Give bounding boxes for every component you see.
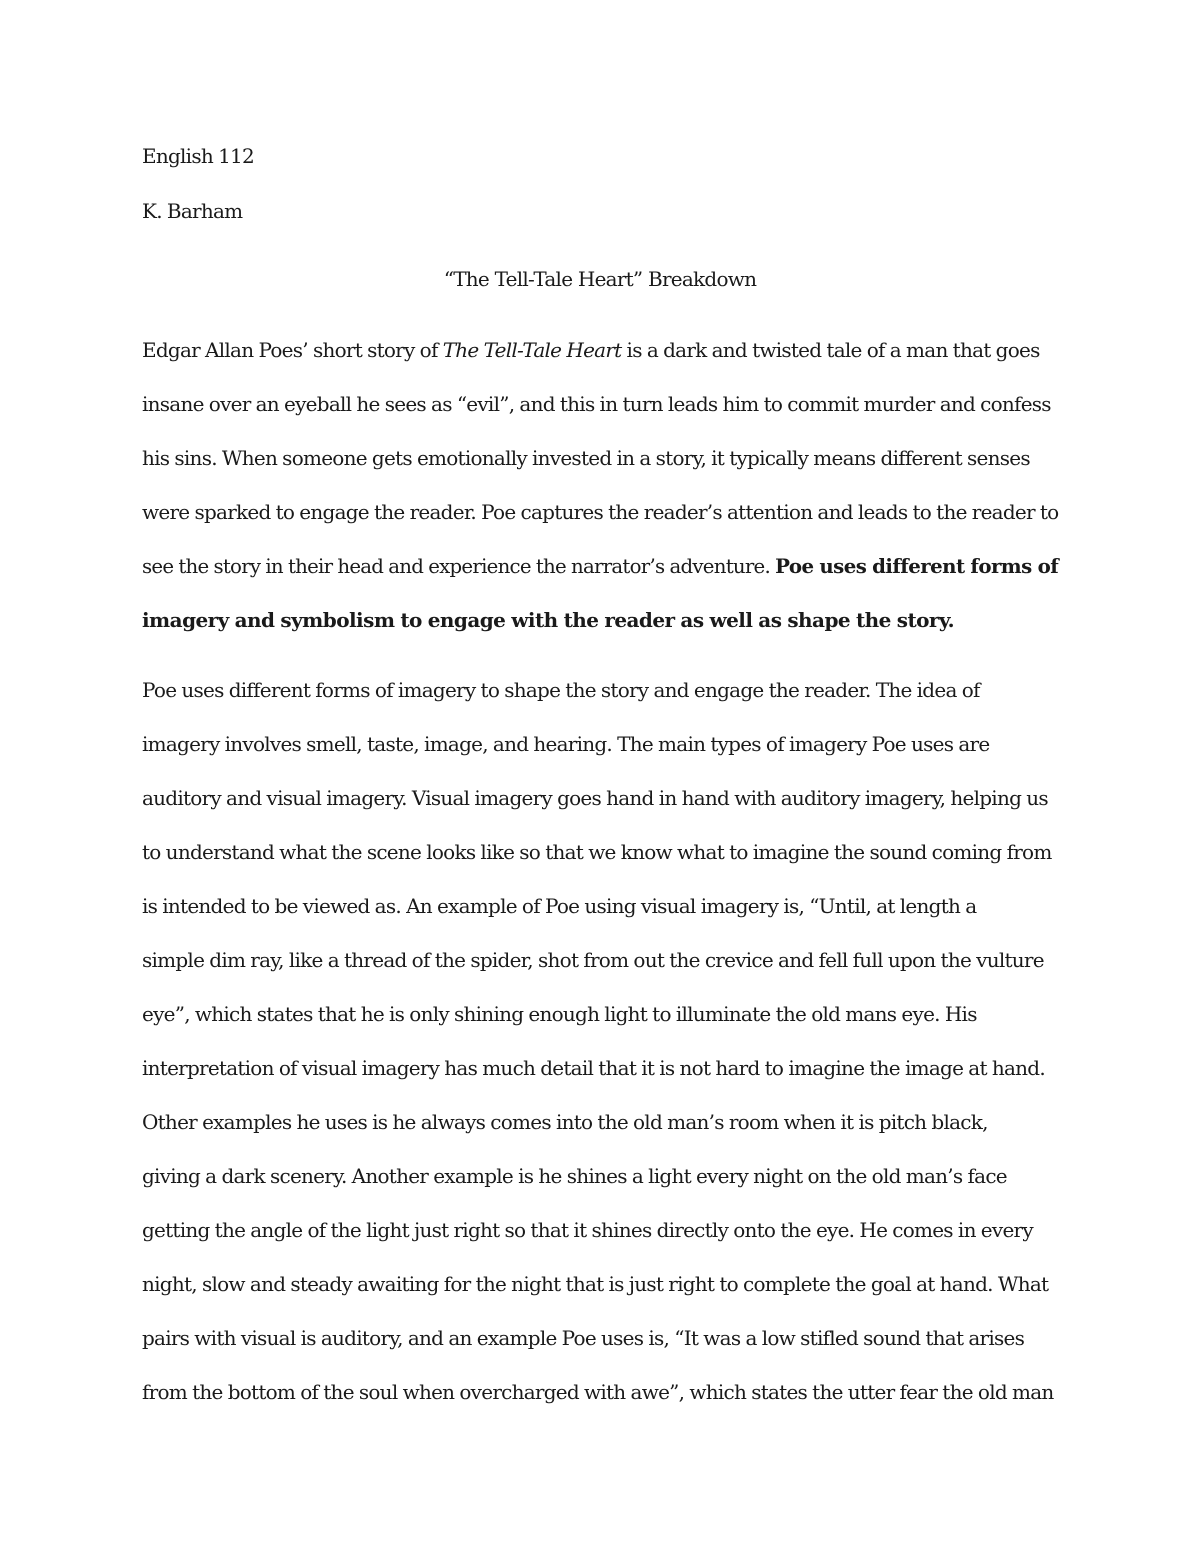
text-run: Edgar Allan Poes’ short story of [142, 338, 443, 362]
paragraph-1-line-5 [142, 553, 1058, 579]
paragraph-2-line: pairs with visual is auditory, and an example Poe uses is, “It was a low stifled sound that arises [142, 1326, 1025, 1350]
thesis-bold: Poe uses different forms of [775, 554, 1059, 578]
paragraph-1-line-2: insane over an eyeball he sees as “evil”, and this in turn leads him to commit murder and confess [142, 392, 1051, 416]
paragraph-2-line: to understand what the scene looks like so that we know what to imagine the sound coming from [142, 840, 1052, 864]
paragraph-2-line: getting the angle of the light just right so that it shines directly onto the eye. He comes in every [142, 1218, 1033, 1242]
paragraph-2-line: interpretation of visual imagery has much detail that it is not hard to imagine the image at hand. [142, 1056, 1045, 1080]
paragraph-2-line: giving a dark scenery. Another example is he shines a light every night on the old man’s face [142, 1164, 1007, 1188]
paragraph-2-line: night, slow and steady awaiting for the night that is just right to complete the goal at hand. What [142, 1272, 1049, 1296]
paragraph-2-line: eye”, which states that he is only shining enough light to illuminate the old mans eye. His [142, 1002, 977, 1026]
paragraph-2-line: is intended to be viewed as. An example of Poe using visual imagery is, “Until, at length a [142, 894, 977, 918]
author-name: K. Barham [142, 199, 243, 223]
document-title: “The Tell-Tale Heart” Breakdown [443, 267, 757, 291]
course-name: English 112 [142, 144, 255, 168]
paragraph-1-line-3: his sins. When someone gets emotionally invested in a story, it typically means different senses [142, 446, 1030, 470]
paragraph-2-line: Other examples he uses is he always comes into the old man’s room when it is pitch black, [142, 1110, 988, 1134]
paragraph-1-line-4: were sparked to engage the reader. Poe captures the reader’s attention and leads to the reader to [142, 500, 1059, 524]
paragraph-2-line: Poe uses different forms of imagery to shape the story and engage the reader. The idea of [142, 678, 980, 702]
paragraph-2-line: auditory and visual imagery. Visual imagery goes hand in hand with auditory imagery, helping us [142, 786, 1048, 810]
paragraph-2-line: from the bottom of the soul when overcharged with awe”, which states the utter fear the old man [142, 1380, 1054, 1404]
paragraph-2-line: simple dim ray, like a thread of the spider, shot from out the crevice and fell full upon the vulture [142, 948, 1044, 972]
paragraph-2-line: imagery involves smell, taste, image, and hearing. The main types of imagery Poe uses are [142, 732, 990, 756]
thesis-bold-line: imagery and symbolism to engage with the reader as well as shape the story. [142, 608, 955, 632]
text-run: is a dark and twisted tale of a man that goes [621, 338, 1040, 362]
text-run: see the story in their head and experience the narrator’s adventure. [142, 554, 776, 578]
story-title-italic: The Tell-Tale Heart [442, 338, 622, 362]
paragraph-1-line-1 [142, 337, 1040, 363]
